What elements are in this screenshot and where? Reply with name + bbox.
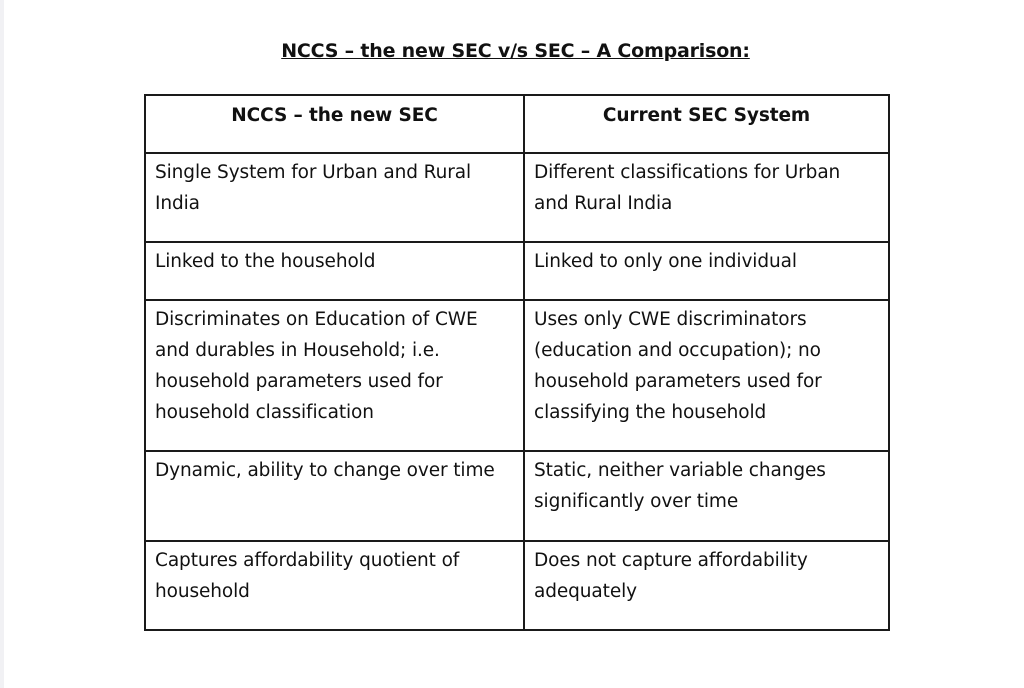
header-nccs: NCCS – the new SEC [145, 95, 524, 153]
table-cell: Captures affordability quotient of household [145, 541, 524, 630]
table-cell: Uses only CWE discriminators (education and occupation); no household parameters used for classifying the household [524, 300, 889, 451]
table-cell: Linked to the household [145, 242, 524, 300]
table-cell: Different classifications for Urban and Rural India [524, 153, 889, 242]
table-cell: Dynamic, ability to change over time [145, 451, 524, 541]
header-current-sec: Current SEC System [524, 95, 889, 153]
table-cell: Static, neither variable changes significantly over time [524, 451, 889, 541]
table-row [145, 451, 889, 541]
table-cell: Discriminates on Education of CWE and durables in Household; i.e. household parameters used for household classification [145, 300, 524, 451]
table-row [145, 153, 889, 242]
table-cell: Does not capture affordability adequately [524, 541, 889, 630]
table-row [145, 300, 889, 451]
comparison-table [144, 94, 890, 631]
table-cell: Linked to only one individual [524, 242, 889, 300]
document-title: NCCS – the new SEC v/s SEC – A Comparison: [281, 40, 750, 62]
table-row [145, 242, 889, 300]
table-cell: Single System for Urban and Rural India [145, 153, 524, 242]
table-row [145, 541, 889, 630]
page-left-edge [0, 0, 4, 688]
table-header-row [145, 95, 889, 153]
